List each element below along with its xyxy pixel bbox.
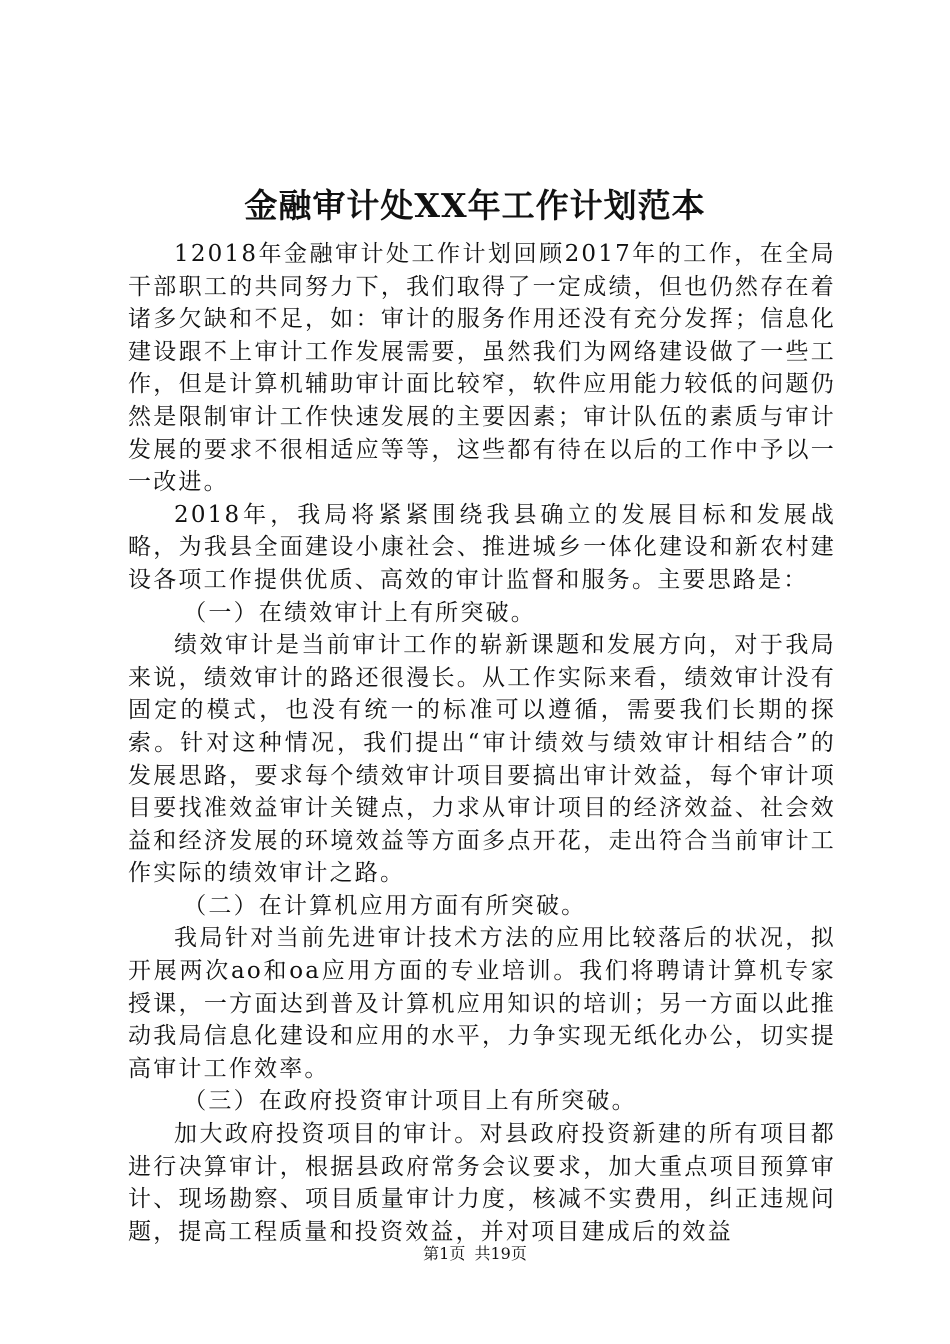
paragraph: 12018年金融审计处工作计划回顾2017年的工作，在全局干部职工的共同努力下，我们取得了一定成绩，但也仍然存在着诸多欠缺和不足，如：审计的服务作用还没有充分发挥；信息化建设跟不上审计工作发展需要，虽然我们为网络建设做了一些工作，但是计算机辅助审计面比较窄，软件应用能力较低的问题仍然是限制审计工作快速发展的主要因素；审计队伍的素质与审计发展的要求不很相适应等等，这些都有待在以后的工作中予以一一改进。 — [128, 241, 836, 496]
section-heading: （二）在计算机应用方面有所突破。 — [183, 892, 587, 919]
document-body — [128, 238, 836, 1248]
paragraph: 加大政府投资项目的审计。对县政府投资新建的所有项目都进行决算审计，根据县政府常务会议要求，加大重点项目预算审计、现场勘察、项目质量审计力度，核减不实费用，纠正违规问题，提高工程质量和投资效益，并对项目建成后的效益 — [128, 1121, 836, 1245]
page-number: 第1页 — [423, 1244, 466, 1263]
section-heading: （三）在政府投资审计项目上有所突破。 — [183, 1088, 637, 1115]
page-total: 共19页 — [474, 1244, 527, 1263]
paragraph: 我局针对当前先进审计技术方法的应用比较落后的状况，拟开展两次ao和oa应用方面的专业培训。我们将聘请计算机专家授课，一方面达到普及计算机应用知识的培训；另一方面以此推动我局信息化建设和应用的水平，力争实现无纸化办公，切实提高审计工作效率。 — [128, 925, 836, 1082]
paragraph: 2018年，我局将紧紧围绕我县确立的发展目标和发展战略，为我县全面建设小康社会、推进城乡一体化建设和新农村建设各项工作提供优质、高效的审计监督和服务。主要思路是： — [128, 501, 836, 593]
document-title: 金融审计处XX年工作计划范本 — [244, 186, 706, 225]
paragraph: 绩效审计是当前审计工作的崭新课题和发展方向，对于我局来说，绩效审计的路还很漫长。从工作实际来看，绩效审计没有固定的模式，也没有统一的标准可以遵循，需要我们长期的探索。针对这种情况，我们提出“审计绩效与绩效审计相结合”的发展思路，要求每个绩效审计项目要搞出审计效益，每个审计项目要找准效益审计关键点，力求从审计项目的经济效益、社会效益和经济发展的环境效益等方面多点开花，走出符合当前审计工作实际的绩效审计之路。 — [128, 632, 836, 887]
page-footer — [0, 1241, 950, 1264]
section-heading: （一）在绩效审计上有所突破。 — [183, 599, 536, 626]
